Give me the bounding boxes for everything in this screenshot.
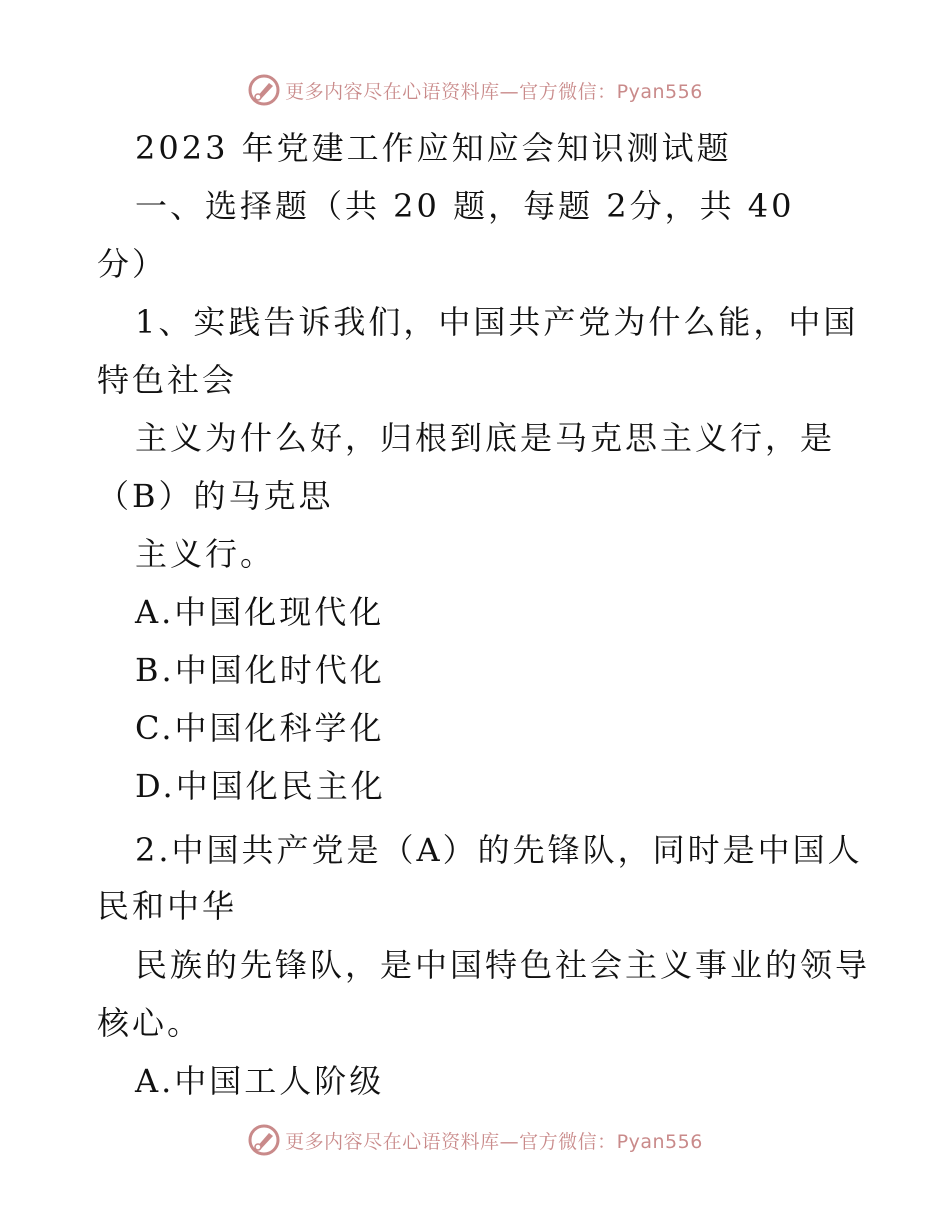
question-2-line-3: 民族的先锋队，是中国特色社会主义事业的领导 <box>135 946 871 984</box>
question-1-line-2: 特色社会 <box>97 361 238 399</box>
question-2-line-4: 核心。 <box>97 1004 203 1042</box>
question-1-option-c: C.中国化科学化 <box>135 709 385 747</box>
document-title: 2023 年党建工作应知应会知识测试题 <box>135 129 732 167</box>
question-1-line-1: 1、实践告诉我们，中国共产党为什么能，中国 <box>135 303 859 341</box>
section-heading-cont: 分） <box>97 245 168 283</box>
question-2-option-a: A.中国工人阶级 <box>135 1062 385 1100</box>
question-1-option-a: A.中国化现代化 <box>135 593 385 631</box>
pen-logo-icon <box>247 1123 281 1157</box>
footer-watermark <box>0 1120 950 1160</box>
question-2-line-1: 2.中国共产党是（A）的先锋队，同时是中国人 <box>135 831 863 869</box>
question-1-line-4: （B）的马克思 <box>97 477 334 515</box>
header-watermark <box>0 70 950 110</box>
watermark-text: 更多内容尽在心语资料库—官方微信：Pyan556 <box>285 1130 703 1153</box>
pen-logo-icon <box>247 73 281 107</box>
watermark-text: 更多内容尽在心语资料库—官方微信：Pyan556 <box>285 80 703 103</box>
section-heading: 一、选择题（共 20 题，每题 2分，共 40 <box>135 187 795 225</box>
question-1-line-3: 主义为什么好，归根到底是马克思主义行，是 <box>135 419 836 457</box>
question-2-line-2: 民和中华 <box>97 887 238 925</box>
question-1-option-d: D.中国化民主化 <box>135 767 386 805</box>
question-1-line-5: 主义行。 <box>135 535 276 573</box>
question-1-option-b: B.中国化时代化 <box>135 651 385 689</box>
